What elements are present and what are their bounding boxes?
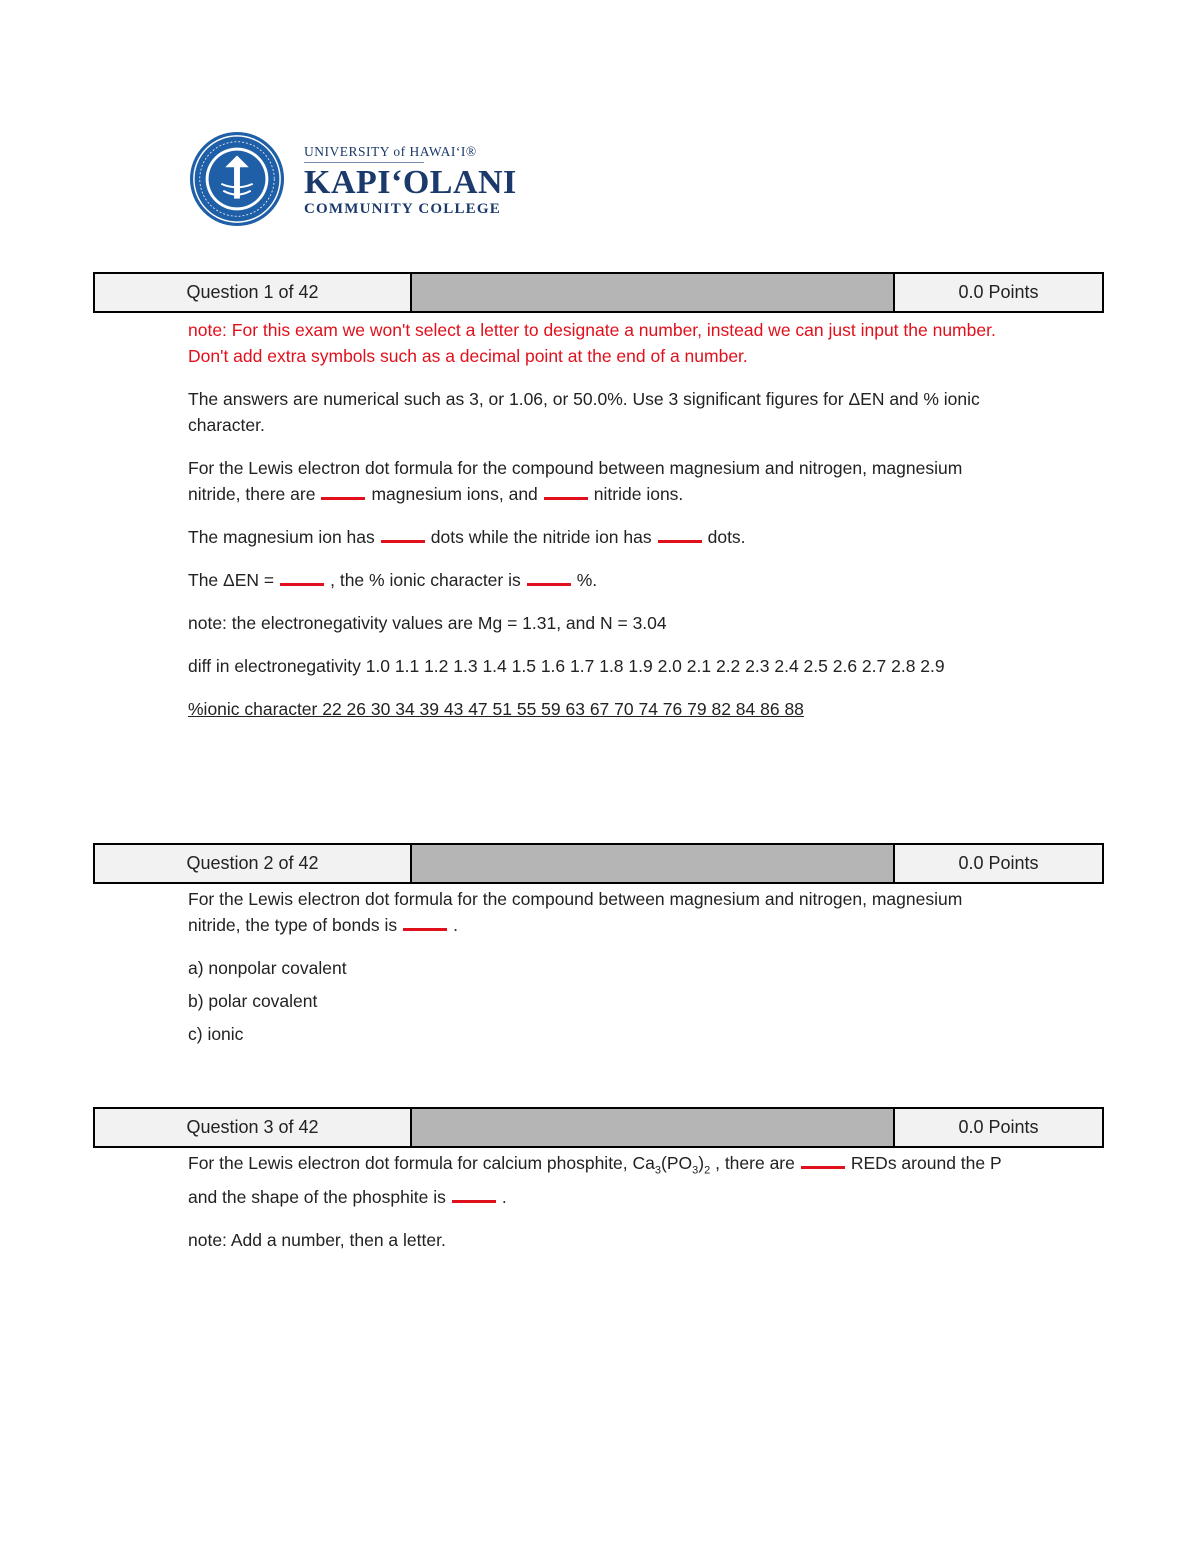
question-text: For the Lewis electron dot formula for the compound between magnesium and nitrogen, magnesium nitride, there are magnesium ions, and nitride ions. — [188, 458, 963, 504]
question-text: The ΔEN = , the % ionic character is %. — [188, 567, 1018, 593]
answer-blank[interactable] — [280, 567, 324, 586]
answer-option: a) nonpolar covalent — [188, 958, 347, 978]
question-header-spacer — [412, 845, 895, 882]
answer-blank[interactable] — [544, 481, 588, 500]
question-number: Question 1 of 42 — [95, 274, 412, 311]
question-points: 0.0 Points — [895, 1109, 1102, 1146]
question-2-body — [188, 886, 1018, 1054]
question-number: Question 2 of 42 — [95, 845, 412, 882]
question-2-header — [93, 843, 1104, 884]
question-3-header — [93, 1107, 1104, 1148]
question-header-spacer — [412, 1109, 895, 1146]
answer-blank[interactable] — [452, 1184, 496, 1203]
question-number: Question 3 of 42 — [95, 1109, 412, 1146]
question-text: For the Lewis electron dot formula for the compound between magnesium and nitrogen, magnesium nitride, the type of bonds is . — [188, 889, 963, 935]
ionic-character-row: %ionic character 22 26 30 34 39 43 47 51 55 59 63 67 70 74 76 79 82 84 86 88 — [188, 699, 804, 719]
answer-option: c) ionic — [188, 1024, 244, 1044]
exam-note: note: For this exam we won't select a letter to designate a number, instead we can just input the number. Don't add extra symbols such as a decimal point at the end of a number. — [188, 320, 996, 366]
college-name: KAPI‘OLANI — [304, 164, 517, 201]
wordmark-divider — [304, 162, 424, 163]
college-logo — [188, 130, 518, 235]
college-wordmark — [304, 144, 524, 218]
college-subtitle: COMMUNITY COLLEGE — [304, 201, 501, 217]
question-note: note: Add a number, then a letter. — [188, 1229, 446, 1250]
question-text: For the Lewis electron dot formula for calcium phosphite, $Ca_3(PO_3)_2$ , there are REDs around the P and the shape of the phosphite is . — [188, 1150, 1018, 1210]
answer-blank[interactable] — [527, 567, 571, 586]
question-1-body — [188, 317, 1018, 739]
answer-blank[interactable] — [381, 524, 425, 543]
question-1-header — [93, 272, 1104, 313]
electronegativity-note: note: the electronegativity values are Mg = 1.31, and N = 3.04 — [188, 613, 667, 633]
answer-blank[interactable] — [658, 524, 702, 543]
answer-blank[interactable] — [321, 481, 365, 500]
university-seal-icon — [188, 130, 286, 228]
answer-format-instructions: The answers are numerical such as 3, or 1.06, or 50.0%. Use 3 significant figures for ΔEN and % ionic character. — [188, 389, 980, 435]
en-difference-row: diff in electronegativity 1.0 1.1 1.2 1.3 1.4 1.5 1.6 1.7 1.8 1.9 2.0 2.1 2.2 2.3 2.4 2.5 2.6 2.7 2.8 2.9 — [188, 656, 945, 676]
answer-option: b) polar covalent — [188, 991, 318, 1011]
answer-blank[interactable] — [801, 1150, 845, 1169]
university-name: UNIVERSITY of HAWAI‘I® — [304, 144, 477, 159]
question-points: 0.0 Points — [895, 274, 1102, 311]
question-points: 0.0 Points — [895, 845, 1102, 882]
question-header-spacer — [412, 274, 895, 311]
question-text: The magnesium ion has dots while the nitride ion has dots. — [188, 524, 1018, 550]
answer-blank[interactable] — [403, 912, 447, 931]
question-3-body — [188, 1150, 1018, 1270]
